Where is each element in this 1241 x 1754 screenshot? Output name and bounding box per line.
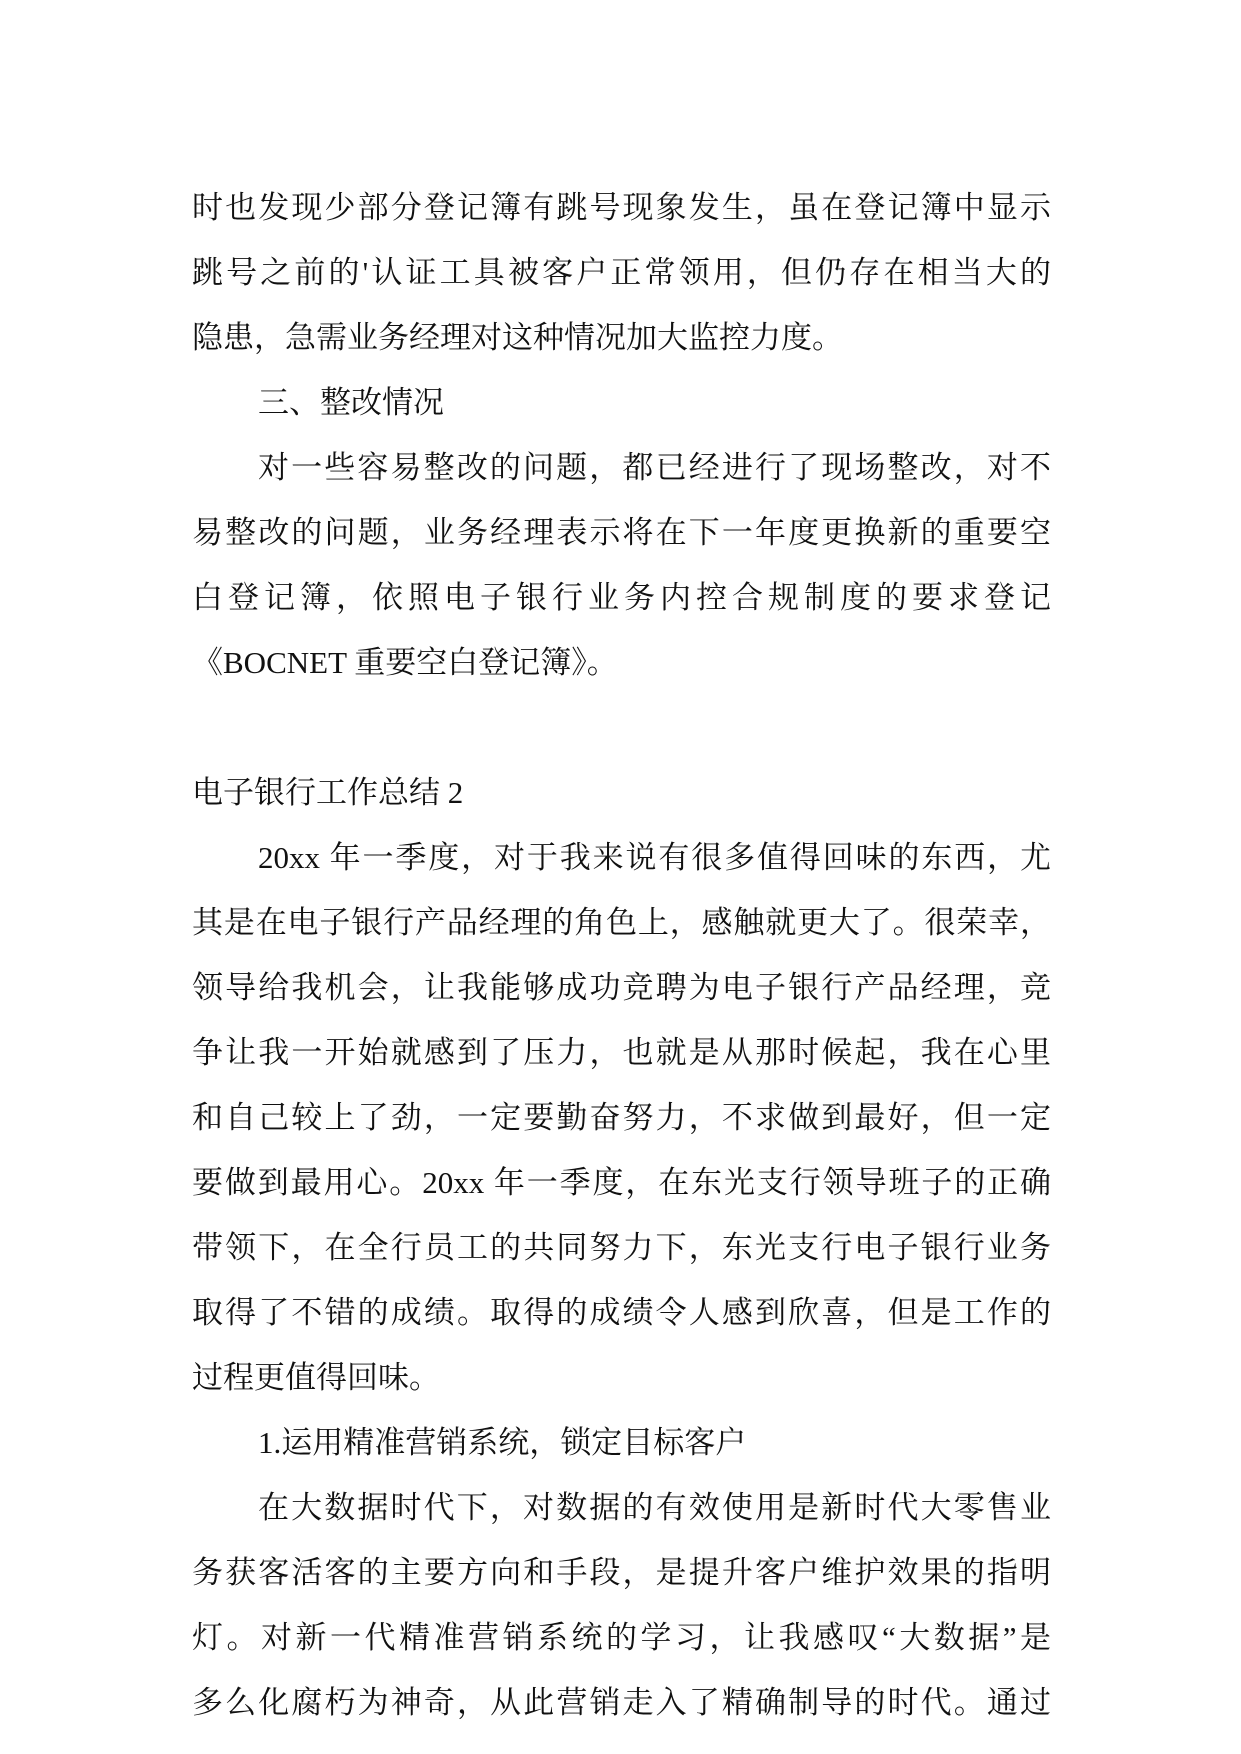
paragraph-line: 跳号之前的'认证工具被客户正常领用，但仍存在相当大的 [192, 255, 1051, 290]
paragraph-line: 隐患，急需业务经理对这种情况加大监控力度。 [192, 320, 843, 355]
paragraph-line: 对一些容易整改的问题，都已经进行了现场整改，对不 [258, 450, 1051, 485]
paragraph-line: 《BOCNET 重要空白登记簿》。 [192, 645, 618, 680]
paragraph-line: 要做到最用心。20xx 年一季度，在东光支行领导班子的正确 [192, 1165, 1051, 1200]
paragraph-line: 和自己较上了劲，一定要勤奋努力，不求做到最好，但一定 [192, 1100, 1051, 1135]
paragraph-line: 争让我一开始就感到了压力，也就是从那时候起，我在心里 [192, 1035, 1051, 1070]
paragraph-line: 其是在电子银行产品经理的角色上，感触就更大了。很荣幸， [192, 905, 1051, 940]
paragraph-line: 20xx 年一季度，对于我来说有很多值得回味的东西，尤 [258, 840, 1051, 875]
paragraph-line: 带领下，在全行员工的共同努力下，东光支行电子银行业务 [192, 1230, 1051, 1265]
paragraph-line: 时也发现少部分登记簿有跳号现象发生，虽在登记簿中显示 [192, 190, 1051, 225]
section-heading: 三、整改情况 [258, 385, 444, 420]
subsection-heading: 1.运用精准营销系统，锁定目标客户 [258, 1425, 747, 1460]
paragraph-line: 取得了不错的成绩。取得的成绩令人感到欣喜，但是工作的 [192, 1295, 1051, 1330]
paragraph-line: 易整改的问题，业务经理表示将在下一年度更换新的重要空 [192, 515, 1051, 550]
paragraph-line: 过程更值得回味。 [192, 1360, 440, 1395]
paragraph-line: 灯。对新一代精准营销系统的学习，让我感叹“大数据”是 [192, 1620, 1051, 1655]
paragraph-line: 多么化腐朽为神奇，从此营销走入了精确制导的时代。通过 [192, 1685, 1051, 1720]
paragraph-line: 在大数据时代下，对数据的有效使用是新时代大零售业 [258, 1490, 1051, 1525]
paragraph-line: 务获客活客的主要方向和手段，是提升客户维护效果的指明 [192, 1555, 1051, 1590]
document-title: 电子银行工作总结 2 [192, 775, 464, 810]
paragraph-line: 白登记簿，依照电子银行业务内控合规制度的要求登记 [192, 580, 1051, 615]
subsection-paragraph [192, 1475, 1051, 1735]
paragraph-line: 领导给我机会，让我能够成功竞聘为电子银行产品经理，竞 [192, 970, 1051, 1005]
continued-paragraph [192, 175, 1051, 370]
intro-paragraph [192, 825, 1051, 1410]
document-body [192, 175, 1051, 1735]
rectification-paragraph [192, 435, 1051, 695]
blank-line [192, 695, 1051, 760]
